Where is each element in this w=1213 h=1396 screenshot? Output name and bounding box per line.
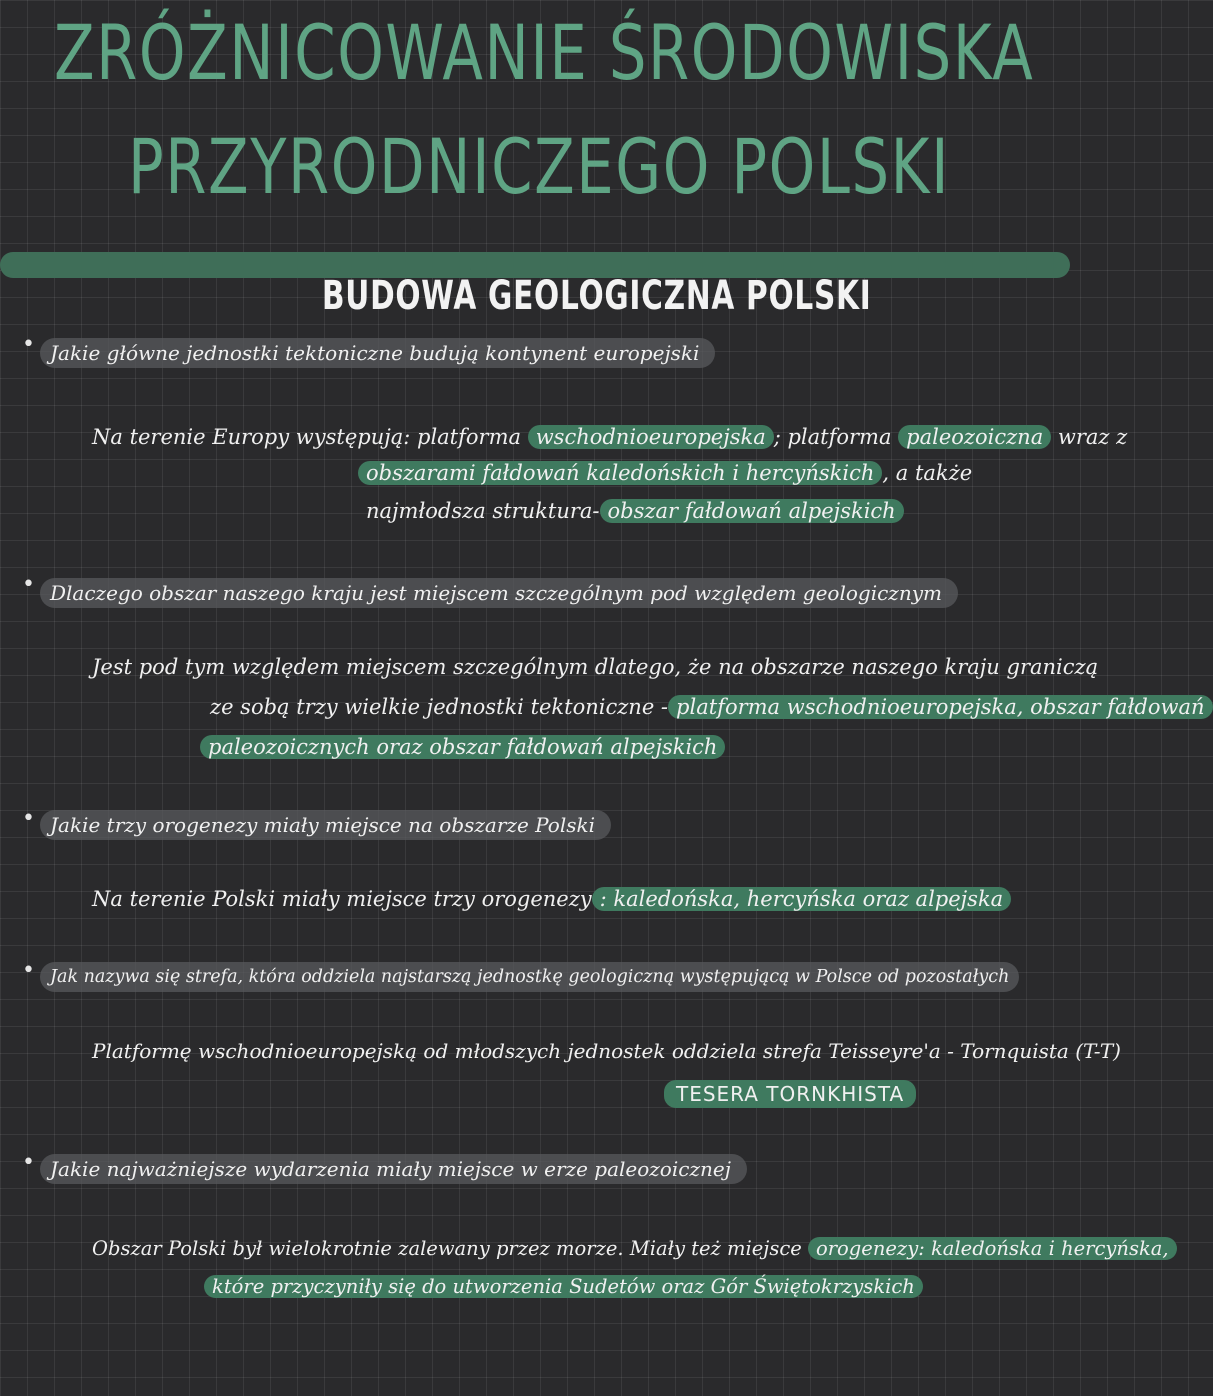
answer-2-line-2: ze sobą trzy wielkie jednostki tektoniczne - platforma wschodnioeuropejska, obszar fałdowań	[210, 692, 1213, 722]
answer-1-line-2: obszarami fałdowań kaledońskich i hercyńskich , a także	[358, 458, 972, 488]
page-title-line-1: ZRÓŻNICOWANIE ŚRODOWISKA	[54, 8, 1035, 97]
highlight: paleozoicznych oraz obszar fałdowań alpejskich	[200, 735, 725, 759]
highlight: wschodnioeuropejska	[528, 425, 774, 449]
answer-5-line-2	[204, 1272, 923, 1302]
question-2: Dlaczego obszar naszego kraju jest miejscem szczególnym pod względem geologicznym	[40, 578, 958, 608]
bullet-icon: •	[22, 958, 35, 983]
bullet-icon: •	[22, 806, 35, 831]
bullet-icon: •	[22, 572, 35, 597]
highlight: : kaledońska, hercyńska oraz alpejska	[592, 887, 1012, 911]
section-title: BUDOWA GEOLOGICZNA POLSKI	[322, 273, 872, 320]
question-5: Jakie najważniejsze wydarzenia miały miejsce w erze paleozoicznej	[40, 1154, 747, 1184]
answer-2-line-3	[200, 732, 725, 762]
answer-1-line-1: Na terenie Europy występują: platforma wschodnioeuropejska ; platforma paleozoiczna wraz z	[92, 425, 1128, 449]
highlight: paleozoiczna	[898, 425, 1051, 449]
bullet-icon: •	[22, 1150, 35, 1175]
page-title-line-2: PRZYRODNICZEGO POLSKI	[128, 122, 951, 211]
answer-1-line-3: najmłodsza struktura- obszar fałdowań alpejskich	[366, 496, 904, 526]
question-4: Jak nazywa się strefa, która oddziela najstarszą jednostkę geologiczną występującą w Polsce od pozostałych	[40, 962, 1019, 992]
answer-4-line-1: Platformę wschodnioeuropejską od młodszych jednostek oddziela strefa Teisseyre'a - Tornquista (T-T)	[92, 1039, 1121, 1063]
answer-2-line-1: Jest pod tym względem miejscem szczególnym dlatego, że na obszarze naszego kraju graniczą	[92, 655, 1099, 679]
pronunciation-tag: TESERA TORNKHISTA	[664, 1080, 916, 1108]
highlight: które przyczyniły się do utworzenia Sudetów oraz Gór Świętokrzyskich	[204, 1275, 923, 1298]
highlight: obszarami fałdowań kaledońskich i hercyńskich	[358, 461, 882, 485]
question-3: Jakie trzy orogenezy miały miejsce na obszarze Polski	[40, 810, 611, 840]
answer-3-line-1: Na terenie Polski miały miejsce trzy orogenezy : kaledońska, hercyńska oraz alpejska	[92, 884, 1011, 914]
answer-5-line-1: Obszar Polski był wielokrotnie zalewany przez morze. Miały też miejsce orogenezy: kaledońska i hercyńska,	[92, 1234, 1177, 1264]
highlight: platforma wschodnioeuropejska, obszar fałdowań	[668, 695, 1212, 719]
highlight: orogenezy: kaledońska i hercyńska,	[808, 1237, 1177, 1260]
highlight: obszar fałdowań alpejskich	[600, 499, 904, 523]
bullet-icon: •	[22, 332, 35, 357]
question-1: Jakie główne jednostki tektoniczne budują kontynent europejski	[40, 338, 715, 368]
